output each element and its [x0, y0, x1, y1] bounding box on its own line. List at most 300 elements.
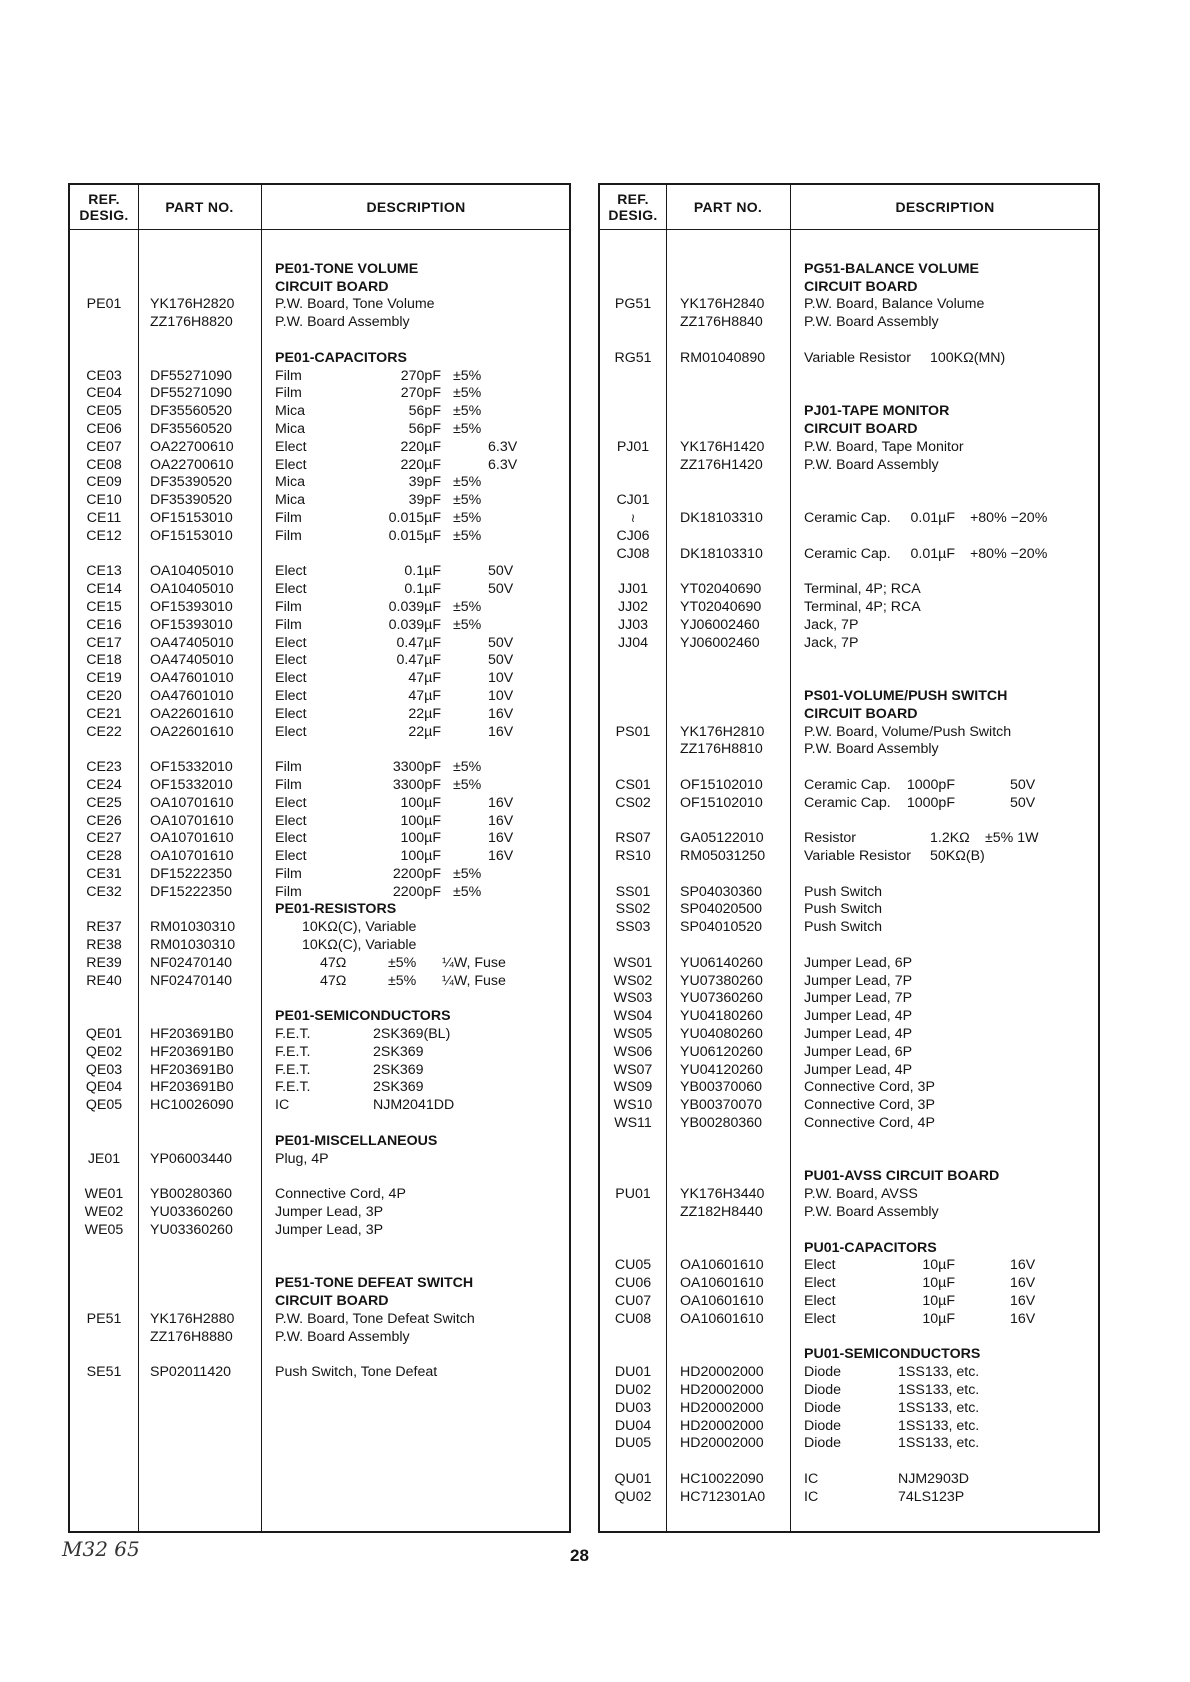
- part-number: OF15102010: [680, 776, 763, 793]
- table-row: [70, 795, 569, 813]
- part-number: RM01030310: [150, 937, 236, 954]
- table-row: [600, 492, 1098, 510]
- tolerance: +80% −20%: [970, 545, 1048, 562]
- table-row: [600, 332, 1098, 350]
- value: 47µF: [408, 670, 441, 687]
- part-number: ZZ176H8810: [680, 741, 763, 758]
- part-number: OF15393010: [150, 598, 233, 615]
- section-heading: CIRCUIT BOARD: [804, 705, 918, 722]
- ref-designator: PG51: [614, 296, 652, 313]
- description: Jumper Lead, 3P: [275, 1221, 384, 1238]
- table-row: [600, 955, 1098, 973]
- table-row: [70, 403, 569, 421]
- value: 56pF: [408, 403, 441, 420]
- description: F.E.T.: [275, 1079, 311, 1096]
- ref-designator: DU01: [614, 1364, 652, 1381]
- ref-designator: WS05: [613, 1026, 653, 1043]
- table-row: [600, 385, 1098, 403]
- ref-designator: CE27: [86, 830, 122, 847]
- table-row: [70, 296, 569, 314]
- ref-designator: CJ06: [616, 527, 650, 544]
- ref-designator: CE32: [86, 883, 122, 900]
- ref-designator: CE10: [86, 492, 122, 509]
- ref-designator: CS02: [615, 794, 651, 811]
- description: Diode: [804, 1382, 842, 1398]
- ref-designator: CU08: [614, 1310, 652, 1327]
- value: 100µF: [400, 830, 441, 847]
- part-number: YK176H3440: [680, 1186, 765, 1203]
- part-number: OA10601610: [680, 1310, 764, 1327]
- table-row: [70, 581, 569, 599]
- section-heading: CIRCUIT BOARD: [275, 1293, 389, 1310]
- table-row: [600, 1257, 1098, 1275]
- table-row: [70, 368, 569, 386]
- table-row: [70, 1222, 569, 1240]
- description: Connective Cord, 4P: [275, 1186, 406, 1203]
- description: F.E.T.: [275, 1026, 311, 1043]
- voltage: 16V: [488, 705, 514, 722]
- table-row: [70, 813, 569, 831]
- part-number: ZZ176H8880: [150, 1328, 233, 1345]
- ref-designator: CE28: [86, 848, 122, 865]
- ref-designator: WS07: [613, 1061, 653, 1078]
- value: 220µF: [400, 438, 441, 455]
- value: 22µF: [408, 723, 441, 740]
- table-row: [600, 866, 1098, 884]
- right-parts-table: [598, 183, 1100, 1533]
- part-number: OA10405010: [150, 563, 234, 580]
- ref-designator: CE12: [86, 527, 122, 544]
- table-row: [70, 1151, 569, 1169]
- table-row: [70, 1133, 569, 1151]
- value: 39pF: [408, 492, 441, 509]
- table-row: [70, 1062, 569, 1080]
- voltage: 50V: [488, 581, 514, 598]
- ref-designator: RS10: [615, 848, 651, 865]
- table-row: [70, 599, 569, 617]
- table-row: [600, 1435, 1098, 1453]
- ref-designator: WS09: [613, 1079, 653, 1096]
- table-row: [600, 243, 1098, 261]
- table-row: [600, 261, 1098, 279]
- ref-designator: WS02: [613, 972, 653, 989]
- description: Elect: [275, 456, 307, 473]
- table-row: [70, 652, 569, 670]
- table-row: [70, 724, 569, 742]
- voltage: 10V: [488, 670, 514, 687]
- description: Elect: [275, 563, 307, 580]
- ref-designator: PE51: [86, 1310, 122, 1327]
- ref-designator: CE13: [86, 563, 122, 580]
- value: 3300pF: [392, 759, 441, 776]
- value: 0.1µF: [404, 563, 441, 580]
- part-number: YU07360260: [680, 990, 763, 1007]
- part-type: 74LS123P: [898, 1488, 965, 1505]
- right-rows: [600, 243, 1098, 1507]
- value: 10µF: [922, 1293, 955, 1310]
- table-row: [70, 990, 569, 1008]
- description: Elect: [804, 1293, 836, 1310]
- ref-designator: QU01: [614, 1470, 652, 1487]
- table-row: [600, 350, 1098, 368]
- tolerance: ±5%: [453, 598, 482, 615]
- table-row: [70, 848, 569, 866]
- description: Mica: [275, 420, 305, 437]
- ref-designator: CE15: [86, 598, 122, 615]
- table-row: [600, 990, 1098, 1008]
- table-row: [70, 385, 569, 403]
- header-divider: [70, 229, 569, 230]
- description: Push Switch: [804, 919, 883, 936]
- description: Jumper Lead, 4P: [804, 1026, 913, 1043]
- ref-designator: CE09: [86, 474, 122, 491]
- power-rating: ¼W, Fuse: [442, 954, 506, 971]
- voltage: 50V: [1010, 776, 1036, 793]
- section-heading: PU01-CAPACITORS: [804, 1239, 937, 1256]
- table-row: [600, 884, 1098, 902]
- table-row: [70, 350, 569, 368]
- section-heading: PU01-AVSS CIRCUIT BOARD: [804, 1168, 1000, 1185]
- tolerance: ±5%: [453, 883, 482, 900]
- description: Diode: [804, 1364, 842, 1381]
- value: 39pF: [408, 474, 441, 491]
- voltage: 6.3V: [488, 456, 518, 473]
- value: 10µF: [922, 1257, 955, 1274]
- description: Film: [275, 385, 302, 402]
- ref-designator: WS03: [613, 990, 653, 1007]
- part-number: HF203691B0: [150, 1061, 234, 1078]
- section-heading: CIRCUIT BOARD: [804, 278, 918, 295]
- voltage: 16V: [1010, 1275, 1036, 1292]
- tolerance: ±5%: [453, 367, 482, 384]
- ref-designator: RE37: [86, 919, 122, 936]
- description: Diode: [804, 1435, 842, 1452]
- table-row: [70, 1275, 569, 1293]
- description: Elect: [275, 670, 307, 687]
- value: 47µF: [408, 687, 441, 704]
- ref-designator: WS06: [613, 1043, 653, 1060]
- ref-designator: WS04: [613, 1008, 653, 1025]
- part-number: OA10701610: [150, 848, 234, 865]
- value: 270pF: [400, 385, 441, 402]
- description: Elect: [275, 812, 307, 829]
- table-row: [70, 528, 569, 546]
- part-number: OF15153010: [150, 509, 233, 526]
- table-row: [600, 1151, 1098, 1169]
- part-number: ZZ176H8840: [680, 314, 763, 331]
- description: Elect: [275, 438, 307, 455]
- description: Elect: [804, 1275, 836, 1292]
- part-number: SP04010520: [680, 919, 763, 936]
- value: 0.015µF: [388, 527, 441, 544]
- table-row: [600, 741, 1098, 759]
- table-row: [600, 1346, 1098, 1364]
- voltage: 50V: [488, 563, 514, 580]
- table-row: [70, 492, 569, 510]
- description: Film: [275, 865, 302, 882]
- ref-designator: PE01: [86, 296, 122, 313]
- tolerance: ±5%: [388, 972, 417, 989]
- resistance: 47Ω: [320, 972, 347, 989]
- part-number: SP02011420: [150, 1364, 231, 1381]
- ref-designator: QE03: [85, 1061, 123, 1078]
- part-number: HD20002000: [680, 1382, 764, 1398]
- description: Jumper Lead, 7P: [804, 990, 913, 1007]
- left-rows: [70, 243, 569, 1382]
- description: Connective Cord, 3P: [804, 1079, 935, 1096]
- ref-designator: JJ04: [618, 634, 648, 651]
- voltage: 16V: [488, 794, 514, 811]
- part-number: OA22601610: [150, 705, 234, 722]
- voltage: 16V: [488, 830, 514, 847]
- value: 1000pF: [906, 776, 955, 793]
- part-number: HC10022090: [680, 1470, 764, 1487]
- table-row: [600, 296, 1098, 314]
- ref-designator: RE39: [86, 954, 122, 971]
- table-row: [600, 368, 1098, 386]
- part-number: YB00280360: [680, 1115, 763, 1132]
- voltage: 16V: [488, 723, 514, 740]
- ref-designator: RG51: [614, 349, 652, 366]
- part-number: DK18103310: [680, 545, 763, 562]
- description: Diode: [804, 1399, 842, 1416]
- ref-designator: DU05: [614, 1435, 652, 1452]
- part-number: YK176H2810: [680, 723, 765, 740]
- table-row: [600, 1186, 1098, 1204]
- table-row: [70, 1079, 569, 1097]
- value: 56pF: [408, 420, 441, 437]
- table-row: [600, 403, 1098, 421]
- table-row: [600, 1079, 1098, 1097]
- table-row: [70, 1115, 569, 1133]
- ref-designator: ≀: [630, 510, 636, 525]
- part-number: OA22601610: [150, 723, 234, 740]
- part-number: HD20002000: [680, 1364, 764, 1381]
- table-row: [70, 901, 569, 919]
- part-number: YP06003440: [150, 1150, 233, 1167]
- tolerance: ±5%: [453, 509, 482, 526]
- description: Connective Cord, 4P: [804, 1115, 935, 1132]
- table-row: [600, 546, 1098, 564]
- description: IC: [804, 1470, 819, 1487]
- description: Ceramic Cap.: [804, 545, 891, 562]
- tolerance: ±5%: [453, 385, 482, 402]
- left-parts-table: [68, 183, 571, 1533]
- table-row: [600, 688, 1098, 706]
- description: Elect: [275, 830, 307, 847]
- part-type: 1SS133, etc.: [898, 1435, 980, 1452]
- table-row: [70, 617, 569, 635]
- table-row: [600, 599, 1098, 617]
- part-number: OA22700610: [150, 456, 234, 473]
- part-type: NJM2903D: [898, 1470, 969, 1487]
- part-number: OA10701610: [150, 794, 234, 811]
- part-number: HF203691B0: [150, 1026, 234, 1043]
- header-divider: [600, 229, 1098, 230]
- description: Film: [275, 776, 302, 793]
- table-row: [600, 1044, 1098, 1062]
- part-number: HC712301A0: [680, 1488, 766, 1505]
- table-row: [600, 1329, 1098, 1347]
- table-row: [600, 670, 1098, 688]
- table-row: [70, 1364, 569, 1382]
- table-row: [600, 795, 1098, 813]
- part-number: HF203691B0: [150, 1079, 234, 1096]
- ref-designator: CE07: [86, 438, 122, 455]
- ref-designator: SE51: [86, 1364, 122, 1381]
- table-row: [600, 1240, 1098, 1258]
- part-number: DF35390520: [150, 492, 233, 509]
- description: Elect: [275, 687, 307, 704]
- part-number: HF203691B0: [150, 1043, 234, 1060]
- section-heading: CIRCUIT BOARD: [804, 420, 918, 437]
- description: 10KΩ(C), Variable: [302, 919, 417, 936]
- table-row: [70, 688, 569, 706]
- table-row: [70, 741, 569, 759]
- section-heading: PE01-CAPACITORS: [275, 349, 407, 366]
- value: 100µF: [400, 812, 441, 829]
- description: Jack, 7P: [804, 634, 859, 651]
- table-row: [600, 617, 1098, 635]
- part-no-header: PART NO.: [693, 199, 763, 215]
- ref-designator: CE20: [86, 687, 122, 704]
- table-row: [70, 563, 569, 581]
- section-heading: PG51-BALANCE VOLUME: [804, 260, 979, 277]
- part-number: DF35560520: [150, 420, 233, 437]
- value: 10µF: [922, 1310, 955, 1327]
- part-number: OA22700610: [150, 438, 234, 455]
- description: Elect: [275, 634, 307, 651]
- description: Jumper Lead, 3P: [275, 1204, 384, 1221]
- table-row: [600, 563, 1098, 581]
- table-row: [600, 901, 1098, 919]
- table-row: [70, 866, 569, 884]
- table-row: [600, 1489, 1098, 1507]
- part-type: 1SS133, etc.: [898, 1399, 980, 1416]
- value: 3300pF: [392, 776, 441, 793]
- section-heading: PU01-SEMICONDUCTORS: [804, 1346, 981, 1363]
- ref-designator: SS02: [615, 901, 651, 918]
- ref-designator: CJ01: [616, 492, 650, 509]
- ref-designator: PJ01: [616, 438, 650, 455]
- value: 0.01µF: [910, 509, 955, 526]
- voltage: 50V: [488, 652, 514, 669]
- part-type: 1SS133, etc.: [898, 1417, 980, 1434]
- description: Ceramic Cap.: [804, 776, 891, 793]
- table-row: [70, 973, 569, 991]
- part-type: 2SK369: [373, 1061, 424, 1078]
- description: IC: [804, 1488, 819, 1505]
- section-heading: PE01-TONE VOLUME: [275, 260, 419, 277]
- value: 50KΩ(B): [930, 848, 985, 865]
- part-number: RM01030310: [150, 919, 236, 936]
- part-number: HD20002000: [680, 1417, 764, 1434]
- description: P.W. Board Assembly: [804, 1204, 939, 1221]
- ref-designator: CE21: [86, 705, 122, 722]
- ref-designator: WE05: [84, 1221, 124, 1238]
- value: 0.039µF: [388, 616, 441, 633]
- part-number: YK176H2840: [680, 296, 765, 313]
- description: Connective Cord, 3P: [804, 1097, 935, 1114]
- ref-designator: DU02: [614, 1382, 652, 1398]
- description: Mica: [275, 403, 305, 420]
- table-row: [70, 670, 569, 688]
- table-row: [600, 973, 1098, 991]
- section-heading: PJ01-TAPE MONITOR: [804, 403, 950, 420]
- ref-designator: CE22: [86, 723, 122, 740]
- ref-designator: WE01: [84, 1186, 124, 1203]
- power-rating: ¼W, Fuse: [442, 972, 506, 989]
- table-row: [600, 279, 1098, 297]
- page-number: 28: [570, 1546, 589, 1565]
- part-number: NF02470140: [150, 972, 233, 989]
- tolerance: ±5%: [453, 420, 482, 437]
- table-row: [600, 1026, 1098, 1044]
- part-number: RM01040890: [680, 349, 766, 366]
- tolerance: ±5%: [453, 474, 482, 491]
- part-number: YK176H2880: [150, 1310, 235, 1327]
- table-row: [600, 1275, 1098, 1293]
- table-row: [600, 1400, 1098, 1418]
- handwritten-note: M32 65: [62, 1537, 140, 1561]
- part-number: YU04180260: [680, 1008, 763, 1025]
- table-row: [70, 1346, 569, 1364]
- table-row: [70, 1329, 569, 1347]
- description: Film: [275, 367, 302, 384]
- table-row: [600, 1364, 1098, 1382]
- value: 0.47µF: [396, 634, 441, 651]
- table-row: [70, 937, 569, 955]
- voltage: 10V: [488, 687, 514, 704]
- description: Mica: [275, 474, 305, 491]
- part-number: YU06120260: [680, 1043, 763, 1060]
- ref-designator: WS10: [613, 1097, 653, 1114]
- table-row: [600, 457, 1098, 475]
- table-row: [70, 1311, 569, 1329]
- description: Terminal, 4P; RCA: [804, 581, 921, 598]
- tolerance: ±5% 1W: [985, 830, 1039, 847]
- part-type: NJM2041DD: [373, 1097, 455, 1114]
- part-number: YT02040690: [680, 598, 762, 615]
- part-number: OA47405010: [150, 652, 234, 669]
- table-row: [70, 261, 569, 279]
- description: P.W. Board Assembly: [804, 456, 939, 473]
- description: P.W. Board, Tone Volume: [275, 296, 435, 313]
- voltage: 16V: [1010, 1257, 1036, 1274]
- table-row: [70, 1044, 569, 1062]
- part-number: YB00370070: [680, 1097, 763, 1114]
- section-heading: PS01-VOLUME/PUSH SWITCH: [804, 687, 1008, 704]
- table-row: [600, 937, 1098, 955]
- description-header: DESCRIPTION: [366, 199, 466, 215]
- part-number: ZZ176H8820: [150, 314, 233, 331]
- ref-designator: SS03: [615, 919, 651, 936]
- ref-designator: CU05: [614, 1257, 652, 1274]
- ref-designator: WS11: [614, 1115, 652, 1132]
- part-number: YB00370060: [680, 1079, 763, 1096]
- table-row: [600, 813, 1098, 831]
- table-row: [600, 759, 1098, 777]
- ref-designator: RE38: [86, 937, 122, 954]
- table-row: [70, 635, 569, 653]
- ref-designator: JJ01: [618, 581, 648, 598]
- part-type: 2SK369(BL): [373, 1026, 451, 1043]
- description: Jumper Lead, 7P: [804, 972, 913, 989]
- description: Push Switch: [804, 883, 883, 900]
- section-heading: PE51-TONE DEFEAT SWITCH: [275, 1275, 474, 1292]
- ref-designator: CE19: [86, 670, 122, 687]
- description: Jumper Lead, 6P: [804, 954, 913, 971]
